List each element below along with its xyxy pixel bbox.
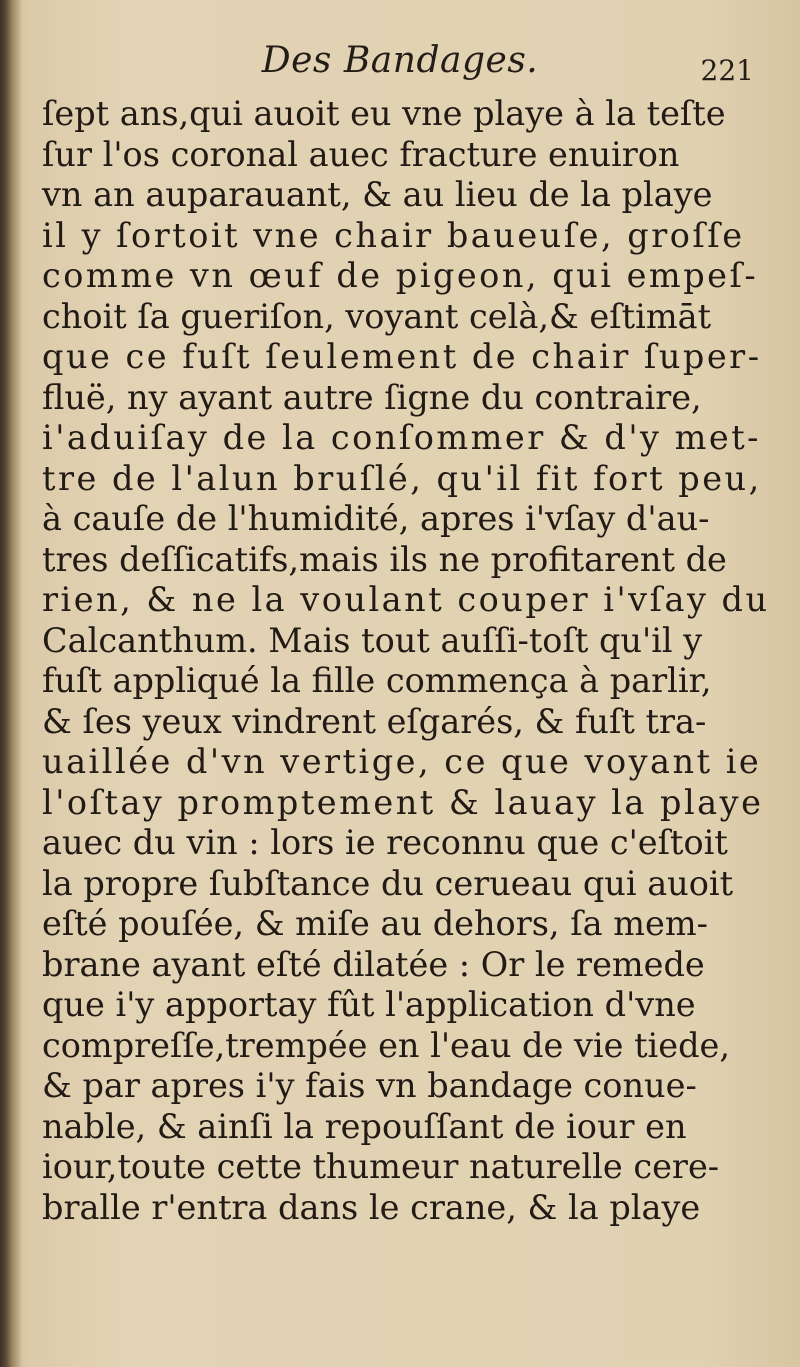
binding-edge xyxy=(0,0,22,1367)
text-line: ſur l'os coronal auec fracture enuiron xyxy=(42,134,680,174)
text-line: ſept ans,qui auoit eu vne playe à la teſte xyxy=(42,94,726,133)
page-number: 221 xyxy=(700,54,754,87)
text-line: à cauſe de l'humidité, apres i'vſay d'au- xyxy=(42,499,710,538)
text-line: compreſſe,trempée en l'eau de vie tiede, xyxy=(42,1025,731,1065)
text-line: & par apres i'y fais vn bandage conue- xyxy=(42,1066,697,1105)
text-line: choit ſa gueriſon, voyant celà,& eſtimāt xyxy=(42,296,712,336)
text-line: eſté pouſée, & miſe au dehors, ſa mem- xyxy=(42,904,708,943)
text-line: fluë, ny ayant autre ſigne du contraire, xyxy=(42,377,702,417)
text-line: tres deſſicatifs,mais ils ne profitarent de xyxy=(42,539,727,579)
text-line: nable, & ainſi la repouſſant de iour en xyxy=(42,1106,687,1146)
text-line: Calcanthum. Mais tout auſſi-toſt qu'il y xyxy=(42,620,703,660)
body-text xyxy=(42,94,772,1228)
text-line: vn an auparauant, & au lieu de la playe xyxy=(42,175,713,214)
text-line: iour,toute cette thumeur naturelle cere- xyxy=(42,1147,720,1186)
text-line: fuſt appliqué la fille commença à parlir, xyxy=(42,661,712,700)
page-header xyxy=(36,40,764,96)
text-line: l'oſtay promptement & lauay la playe xyxy=(42,782,764,822)
text-line: que i'y apportay fût l'application d'vne xyxy=(42,985,696,1024)
text-line: la propre ſubſtance du cerueau qui auoit xyxy=(42,863,734,903)
text-line: que ce fuſt ſeulement de chair ſuper- xyxy=(42,337,762,376)
text-line: rien, & ne la voulant couper i'vſay du xyxy=(42,580,770,619)
text-line: brane ayant eſté dilatée : Or le remede xyxy=(42,944,705,984)
text-line: comme vn œuf de pigeon, qui empeſ- xyxy=(42,256,759,295)
text-line: bralle r'entra dans le crane, & la playe xyxy=(42,1187,701,1227)
running-title: Des Bandages. xyxy=(261,40,539,81)
text-line: i'aduiſay de la conſommer & d'y met- xyxy=(42,418,761,457)
text-line: & ſes yeux vindrent eſgarés, & fuſt tra- xyxy=(42,701,707,741)
text-line: uaillée d'vn vertige, ce que voyant ie xyxy=(42,742,762,781)
text-line: tre de l'alun bruſlé, qu'il fit fort peu, xyxy=(42,458,762,498)
text-line: il y ſortoit vne chair baueuſe, groſſe xyxy=(42,215,745,255)
text-line: auec du vin : lors ie reconnu que c'eſtoit xyxy=(42,823,728,862)
